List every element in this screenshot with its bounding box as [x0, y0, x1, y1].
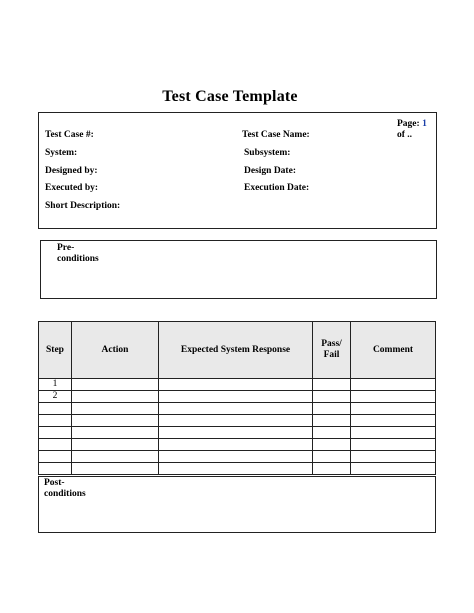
expected-response-cell — [159, 439, 313, 451]
table-row — [39, 403, 436, 415]
page-label: Page: — [397, 119, 420, 129]
expected-response-cell — [159, 391, 313, 403]
postconditions-box — [38, 476, 436, 533]
page-title: Test Case Template — [162, 88, 298, 105]
step-cell — [39, 451, 72, 463]
comment-cell — [351, 451, 436, 463]
expected-response-cell — [159, 451, 313, 463]
execution-date-label: Execution Date: — [244, 183, 310, 193]
pass-label: Pass/ — [321, 339, 342, 349]
preconditions-label — [57, 243, 99, 265]
step-cell — [39, 427, 72, 439]
executed-by-label: Executed by: — [45, 183, 99, 193]
table-row — [39, 439, 436, 451]
action-cell — [72, 379, 159, 391]
step-cell — [39, 439, 72, 451]
table-row — [39, 451, 436, 463]
short-description-label: Short Description: — [45, 201, 121, 211]
table-row — [39, 427, 436, 439]
pass-fail-cell — [313, 415, 351, 427]
column-header-comment: Comment — [351, 322, 436, 379]
page-indicator — [397, 119, 427, 141]
table-row — [39, 391, 436, 403]
column-header-expected-response: Expected System Response — [159, 322, 313, 379]
action-cell — [72, 403, 159, 415]
step-cell — [39, 415, 72, 427]
pass-fail-cell — [313, 439, 351, 451]
table-row — [39, 415, 436, 427]
designed-by-label: Designed by: — [45, 166, 98, 176]
test-case-number-label: Test Case #: — [45, 130, 94, 140]
design-date-label: Design Date: — [244, 166, 296, 176]
column-header-step: Step — [39, 322, 72, 379]
column-header-action: Action — [72, 322, 159, 379]
page-number: 1 — [422, 119, 427, 129]
column-header-pass-fail — [313, 322, 351, 379]
subsystem-label: Subsystem: — [244, 148, 291, 158]
steps-table — [38, 321, 436, 475]
expected-response-cell — [159, 379, 313, 391]
action-cell — [72, 451, 159, 463]
preconditions-box — [40, 240, 437, 299]
action-cell — [72, 391, 159, 403]
action-cell — [72, 427, 159, 439]
expected-response-cell — [159, 403, 313, 415]
postconditions-label — [44, 478, 86, 500]
pass-fail-cell — [313, 403, 351, 415]
page-of: of .. — [397, 130, 413, 140]
pass-fail-cell — [313, 391, 351, 403]
comment-cell — [351, 379, 436, 391]
step-cell: 1 — [39, 379, 72, 391]
comment-cell — [351, 427, 436, 439]
pass-fail-cell — [313, 379, 351, 391]
pass-fail-cell — [313, 427, 351, 439]
expected-response-cell — [159, 463, 313, 475]
test-case-header-box — [38, 112, 437, 229]
table-header-row — [39, 322, 436, 379]
pass-fail-cell — [313, 463, 351, 475]
comment-cell — [351, 391, 436, 403]
action-cell — [72, 463, 159, 475]
comment-cell — [351, 403, 436, 415]
postconditions-label-line1: Post- — [44, 478, 65, 488]
action-cell — [72, 439, 159, 451]
expected-response-cell — [159, 415, 313, 427]
test-case-name-label: Test Case Name: — [242, 130, 310, 140]
expected-response-cell — [159, 427, 313, 439]
step-cell — [39, 463, 72, 475]
comment-cell — [351, 439, 436, 451]
comment-cell — [351, 415, 436, 427]
action-cell — [72, 415, 159, 427]
step-cell — [39, 403, 72, 415]
table-row — [39, 463, 436, 475]
table-row — [39, 379, 436, 391]
pass-fail-cell — [313, 451, 351, 463]
postconditions-label-line2: conditions — [44, 489, 86, 499]
fail-label: Fail — [323, 350, 340, 360]
preconditions-label-line2: conditions — [57, 254, 99, 264]
step-cell: 2 — [39, 391, 72, 403]
comment-cell — [351, 463, 436, 475]
system-label: System: — [45, 148, 78, 158]
preconditions-label-line1: Pre- — [57, 243, 75, 253]
